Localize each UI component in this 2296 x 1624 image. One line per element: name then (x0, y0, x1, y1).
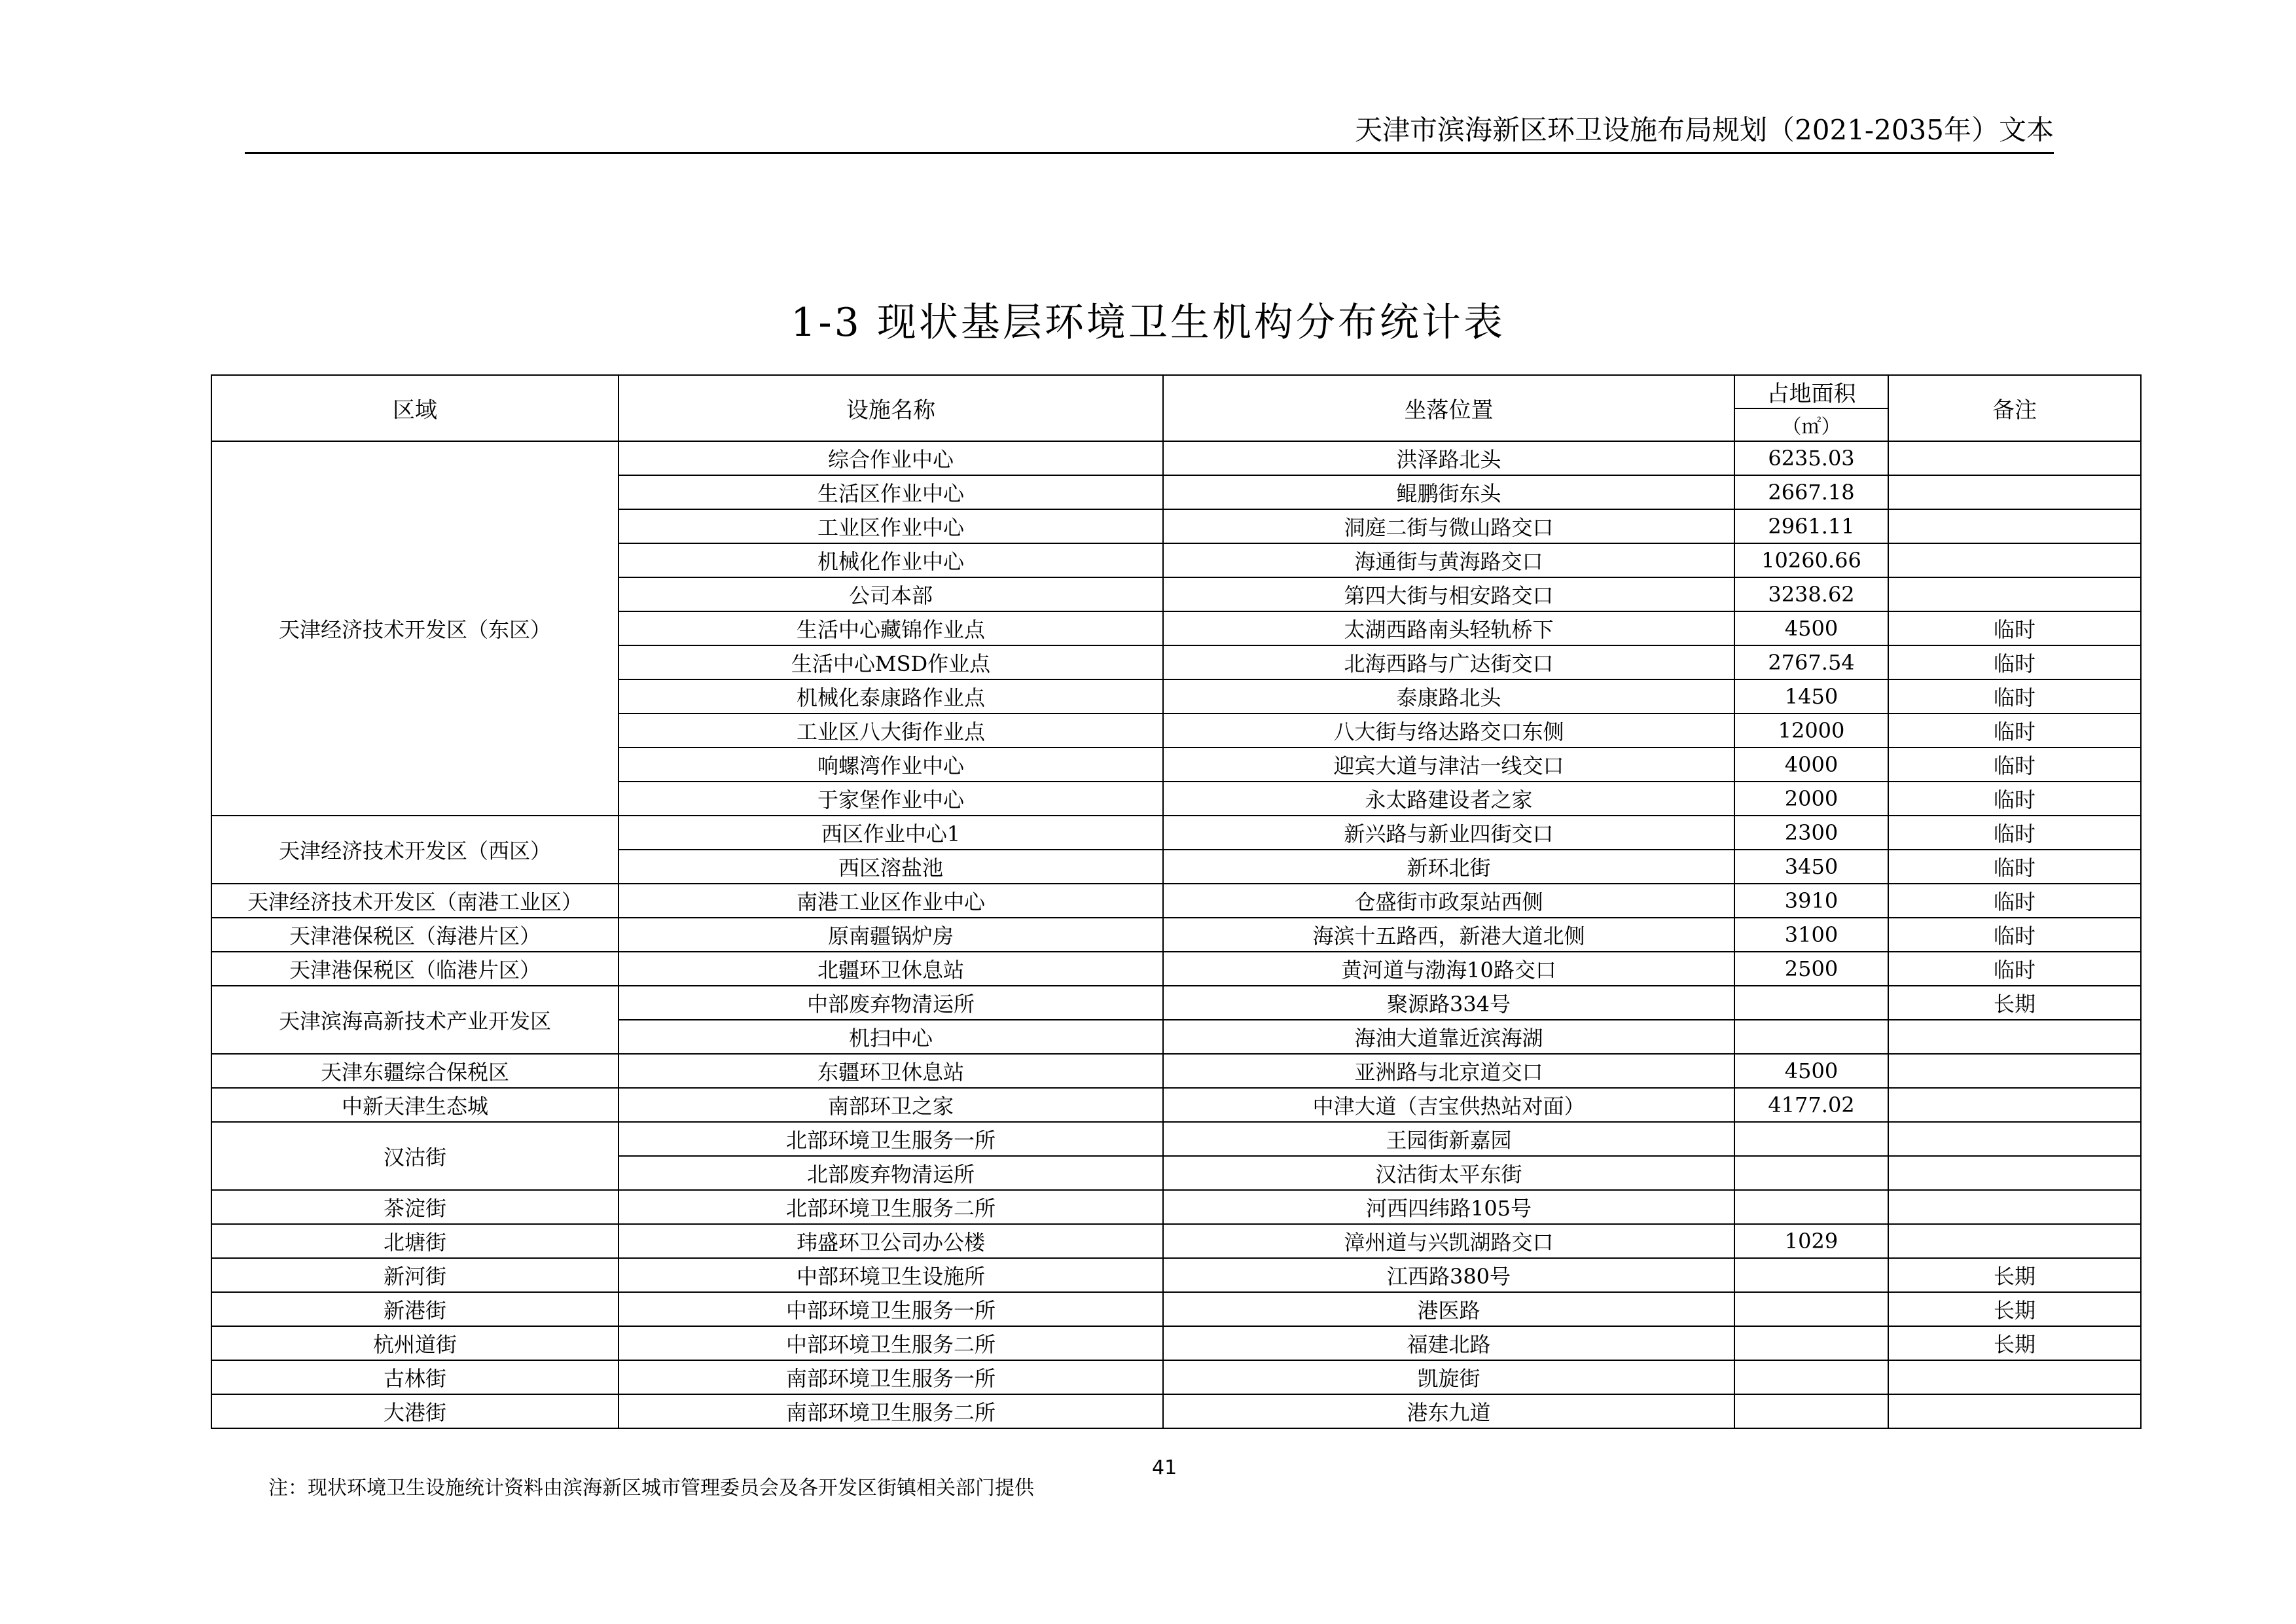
table-body (211, 441, 2141, 1428)
footnote: 注：现状环境卫生设施统计资料由滨海新区城市管理委员会及各开发区街镇相关部门提供 (268, 1477, 1034, 1500)
table-row (211, 1054, 2141, 1088)
name-cell: 南部环境卫生服务一所 (619, 1360, 1163, 1394)
location-cell: 太湖西路南头轻轨桥下 (1163, 611, 1734, 645)
region-cell: 新港街 (211, 1292, 619, 1326)
region-cell: 天津港保税区（临港片区） (211, 952, 619, 986)
remark-cell (1888, 441, 2141, 475)
remark-cell (1888, 1054, 2141, 1088)
location-cell: 海通街与黄海路交口 (1163, 543, 1734, 577)
name-cell: 机扫中心 (619, 1020, 1163, 1054)
area-cell: 4177.02 (1734, 1088, 1888, 1122)
remark-cell: 临时 (1888, 918, 2141, 952)
location-cell: 凯旋街 (1163, 1360, 1734, 1394)
table-row (211, 1258, 2141, 1292)
location-cell: 迎宾大道与津沽一线交口 (1163, 748, 1734, 782)
location-cell: 亚洲路与北京道交口 (1163, 1054, 1734, 1088)
remark-cell: 临时 (1888, 884, 2141, 918)
table-row (211, 1088, 2141, 1122)
name-cell: 于家堡作业中心 (619, 782, 1163, 816)
table-row (211, 1360, 2141, 1394)
name-cell: 西区溶盐池 (619, 850, 1163, 884)
location-cell: 港医路 (1163, 1292, 1734, 1326)
name-cell: 北疆环卫休息站 (619, 952, 1163, 986)
location-cell: 中津大道（吉宝供热站对面） (1163, 1088, 1734, 1122)
area-cell: 6235.03 (1734, 441, 1888, 475)
remark-cell (1888, 1224, 2141, 1258)
region-cell: 杭州道街 (211, 1326, 619, 1360)
area-cell (1734, 1020, 1888, 1054)
table-row (211, 986, 2141, 1020)
remark-cell (1888, 1020, 2141, 1054)
region-cell: 天津滨海高新技术产业开发区 (211, 986, 619, 1054)
name-cell: 原南疆锅炉房 (619, 918, 1163, 952)
remark-cell: 临时 (1888, 611, 2141, 645)
name-cell: 工业区八大街作业点 (619, 713, 1163, 748)
name-cell: 北部环境卫生服务一所 (619, 1122, 1163, 1156)
name-cell: 中部环境卫生服务二所 (619, 1326, 1163, 1360)
region-cell: 天津港保税区（海港片区） (211, 918, 619, 952)
column-header-remark: 备注 (1888, 375, 2141, 441)
area-cell (1734, 1258, 1888, 1292)
name-cell: 东疆环卫休息站 (619, 1054, 1163, 1088)
area-cell: 2500 (1734, 952, 1888, 986)
region-cell: 汉沽街 (211, 1122, 619, 1190)
table-row (211, 884, 2141, 918)
table-row (211, 1122, 2141, 1156)
remark-cell (1888, 1088, 2141, 1122)
name-cell: 中部废弃物清运所 (619, 986, 1163, 1020)
remark-cell (1888, 509, 2141, 543)
remark-cell (1888, 475, 2141, 509)
name-cell: 南部环境卫生服务二所 (619, 1394, 1163, 1428)
area-cell (1734, 1292, 1888, 1326)
region-cell: 天津东疆综合保税区 (211, 1054, 619, 1088)
location-cell: 海滨十五路西，新港大道北侧 (1163, 918, 1734, 952)
column-header-name: 设施名称 (619, 375, 1163, 441)
area-cell (1734, 1326, 1888, 1360)
table-row (211, 1394, 2141, 1428)
location-cell: 泰康路北头 (1163, 679, 1734, 713)
column-header-location: 坐落位置 (1163, 375, 1734, 441)
region-cell: 新河街 (211, 1258, 619, 1292)
area-cell (1734, 986, 1888, 1020)
remark-cell: 长期 (1888, 1292, 2141, 1326)
name-cell: 北部环境卫生服务二所 (619, 1190, 1163, 1224)
table-header-row (211, 375, 2141, 408)
table-row (211, 1190, 2141, 1224)
location-cell: 新环北街 (1163, 850, 1734, 884)
facility-table (211, 374, 2142, 1429)
region-cell: 天津经济技术开发区（西区） (211, 816, 619, 884)
location-cell: 漳州道与兴凯湖路交口 (1163, 1224, 1734, 1258)
remark-cell: 临时 (1888, 850, 2141, 884)
location-cell: 第四大街与相安路交口 (1163, 577, 1734, 611)
column-header-area-unit: （㎡） (1734, 408, 1888, 441)
table-row (211, 441, 2141, 475)
name-cell: 公司本部 (619, 577, 1163, 611)
area-cell: 12000 (1734, 713, 1888, 748)
region-cell: 天津经济技术开发区（南港工业区） (211, 884, 619, 918)
area-cell: 10260.66 (1734, 543, 1888, 577)
region-cell: 大港街 (211, 1394, 619, 1428)
remark-cell (1888, 577, 2141, 611)
table-row (211, 952, 2141, 986)
area-cell: 4500 (1734, 1054, 1888, 1088)
table-row (211, 816, 2141, 850)
page-number: 41 (1152, 1456, 1177, 1479)
remark-cell: 长期 (1888, 986, 2141, 1020)
area-cell: 2000 (1734, 782, 1888, 816)
region-cell: 北塘街 (211, 1224, 619, 1258)
remark-cell: 临时 (1888, 782, 2141, 816)
remark-cell: 临时 (1888, 645, 2141, 679)
area-cell (1734, 1360, 1888, 1394)
table-row (211, 1292, 2141, 1326)
area-cell: 1450 (1734, 679, 1888, 713)
area-cell: 2667.18 (1734, 475, 1888, 509)
location-cell: 洪泽路北头 (1163, 441, 1734, 475)
name-cell: 机械化泰康路作业点 (619, 679, 1163, 713)
remark-cell: 临时 (1888, 748, 2141, 782)
name-cell: 西区作业中心1 (619, 816, 1163, 850)
name-cell: 生活中心藏锦作业点 (619, 611, 1163, 645)
remark-cell: 长期 (1888, 1258, 2141, 1292)
region-cell: 天津经济技术开发区（东区） (211, 441, 619, 816)
name-cell: 生活中心MSD作业点 (619, 645, 1163, 679)
table-row (211, 918, 2141, 952)
area-cell: 3238.62 (1734, 577, 1888, 611)
name-cell: 南部环卫之家 (619, 1088, 1163, 1122)
name-cell: 响螺湾作业中心 (619, 748, 1163, 782)
remark-cell (1888, 1190, 2141, 1224)
remark-cell (1888, 1394, 2141, 1428)
location-cell: 洞庭二街与微山路交口 (1163, 509, 1734, 543)
name-cell: 生活区作业中心 (619, 475, 1163, 509)
area-cell: 2767.54 (1734, 645, 1888, 679)
name-cell: 综合作业中心 (619, 441, 1163, 475)
location-cell: 江西路380号 (1163, 1258, 1734, 1292)
location-cell: 新兴路与新业四街交口 (1163, 816, 1734, 850)
location-cell: 黄河道与渤海10路交口 (1163, 952, 1734, 986)
location-cell: 八大街与络达路交口东侧 (1163, 713, 1734, 748)
location-cell: 汉沽街太平东街 (1163, 1156, 1734, 1190)
area-cell (1734, 1156, 1888, 1190)
remark-cell: 临时 (1888, 816, 2141, 850)
column-header-region: 区域 (211, 375, 619, 441)
name-cell: 中部环境卫生服务一所 (619, 1292, 1163, 1326)
remark-cell (1888, 1156, 2141, 1190)
area-cell: 3910 (1734, 884, 1888, 918)
location-cell: 王园街新嘉园 (1163, 1122, 1734, 1156)
location-cell: 福建北路 (1163, 1326, 1734, 1360)
remark-cell (1888, 543, 2141, 577)
document-title: 天津市滨海新区环卫设施布局规划（2021-2035年）文本 (1355, 114, 2054, 146)
page-header (245, 111, 2054, 154)
table-row (211, 1326, 2141, 1360)
area-cell: 3450 (1734, 850, 1888, 884)
area-cell (1734, 1394, 1888, 1428)
area-cell: 2961.11 (1734, 509, 1888, 543)
table-title: 1-3 现状基层环境卫生机构分布统计表 (791, 300, 1505, 346)
table-row (211, 1224, 2141, 1258)
location-cell: 聚源路334号 (1163, 986, 1734, 1020)
remark-cell: 长期 (1888, 1326, 2141, 1360)
name-cell: 中部环境卫生设施所 (619, 1258, 1163, 1292)
name-cell: 工业区作业中心 (619, 509, 1163, 543)
remark-cell (1888, 1360, 2141, 1394)
area-cell (1734, 1190, 1888, 1224)
column-header-area: 占地面积 (1734, 375, 1888, 408)
area-cell: 4500 (1734, 611, 1888, 645)
region-cell: 古林街 (211, 1360, 619, 1394)
name-cell: 玮盛环卫公司办公楼 (619, 1224, 1163, 1258)
location-cell: 北海西路与广达街交口 (1163, 645, 1734, 679)
name-cell: 南港工业区作业中心 (619, 884, 1163, 918)
location-cell: 港东九道 (1163, 1394, 1734, 1428)
region-cell: 茶淀街 (211, 1190, 619, 1224)
remark-cell: 临时 (1888, 952, 2141, 986)
location-cell: 鲲鹏街东头 (1163, 475, 1734, 509)
location-cell: 永太路建设者之家 (1163, 782, 1734, 816)
area-cell: 4000 (1734, 748, 1888, 782)
remark-cell (1888, 1122, 2141, 1156)
location-cell: 仓盛街市政泵站西侧 (1163, 884, 1734, 918)
region-cell: 中新天津生态城 (211, 1088, 619, 1122)
area-cell: 3100 (1734, 918, 1888, 952)
area-cell: 2300 (1734, 816, 1888, 850)
area-cell: 1029 (1734, 1224, 1888, 1258)
remark-cell: 临时 (1888, 713, 2141, 748)
location-cell: 海油大道靠近滨海湖 (1163, 1020, 1734, 1054)
location-cell: 河西四纬路105号 (1163, 1190, 1734, 1224)
name-cell: 北部废弃物清运所 (619, 1156, 1163, 1190)
name-cell: 机械化作业中心 (619, 543, 1163, 577)
remark-cell: 临时 (1888, 679, 2141, 713)
area-cell (1734, 1122, 1888, 1156)
